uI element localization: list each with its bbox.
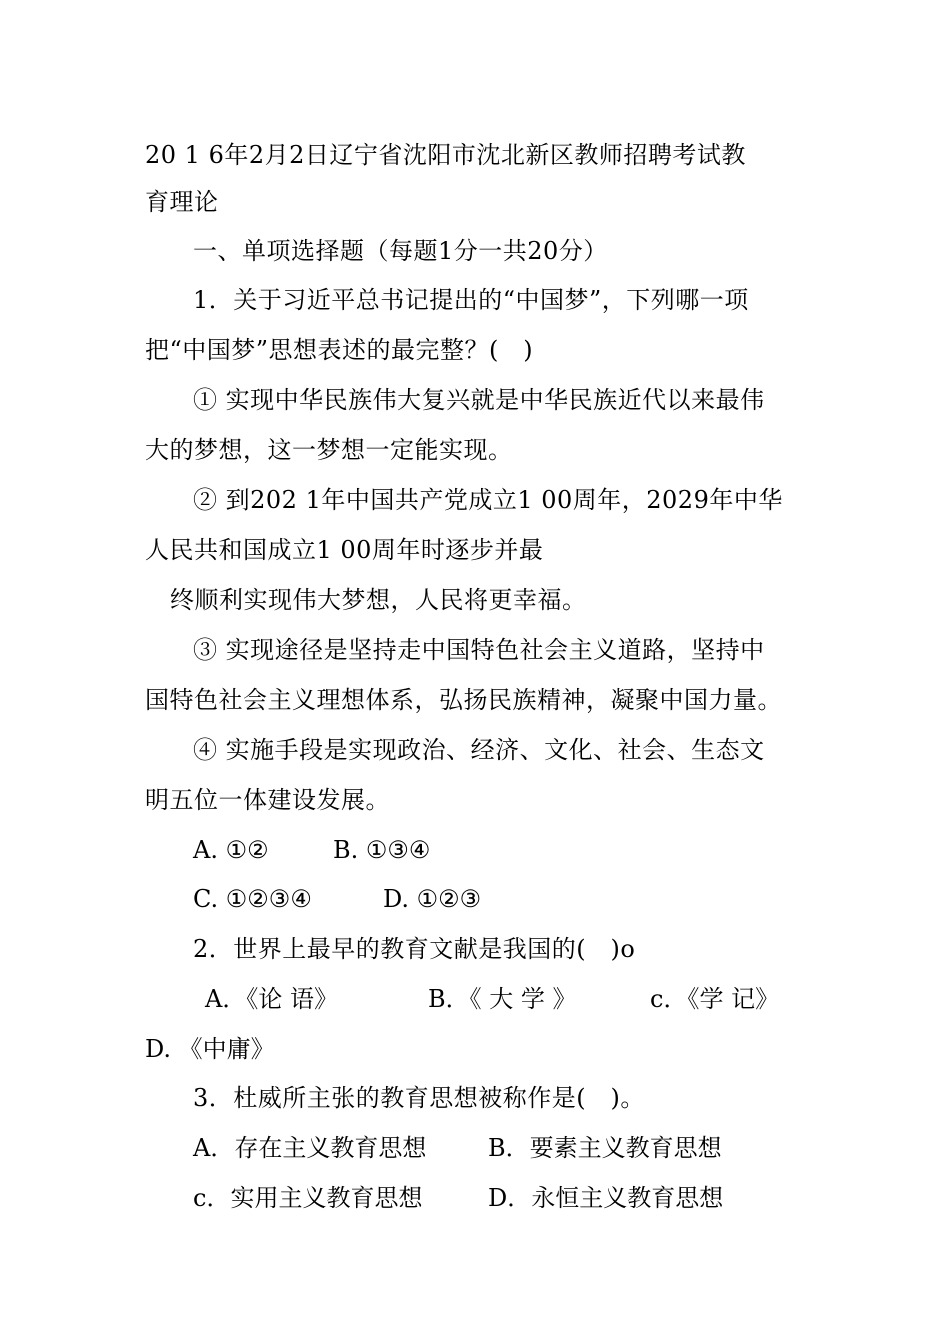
question-1-statement-2-line-2: 人民共和国成立1 00周年时逐步并最 xyxy=(145,536,544,564)
question-3-option-a: A．存在主义教育思想 xyxy=(193,1134,427,1162)
section-heading: 一、单项选择题（每题1分一共20分） xyxy=(193,237,608,265)
question-3-option-c: c．实用主义教育思想 xyxy=(193,1184,423,1212)
question-1-option-a: A. ①② xyxy=(193,836,269,864)
question-3-option-b: B．要素主义教育思想 xyxy=(488,1134,722,1162)
document-title-line-1: 20 1 6年2月2日辽宁省沈阳市沈北新区教师招聘考试教 xyxy=(145,141,746,169)
question-2-option-d: D. 《中庸》 xyxy=(145,1035,275,1063)
question-1-statement-1-line-2: 大的梦想，这一梦想一定能实现。 xyxy=(145,436,513,464)
document-title-line-2: 育理论 xyxy=(145,188,219,216)
question-1-statement-3-line-2: 国特色社会主义理想体系，弘扬民族精神，凝聚中国力量。 xyxy=(145,686,782,714)
question-1-statement-2-line-3: 终顺利实现伟大梦想，人民将更幸福。 xyxy=(170,586,587,614)
question-1-option-c: C. ①②③④ xyxy=(193,885,312,913)
question-1-option-d: D. ①②③ xyxy=(383,885,482,913)
question-1-statement-4-line-2: 明五位一体建设发展。 xyxy=(145,786,390,814)
question-1-stem-line-2: 把“中国梦”思想表述的最完整？( ) xyxy=(145,336,534,364)
question-1-statement-3-line-1: ③ 实现途径是坚持走中国特色社会主义道路，坚持中 xyxy=(193,636,765,664)
question-1-statement-2-line-1: ② 到202 1年中国共产党成立1 00周年，2029年中华 xyxy=(193,486,783,514)
question-1-statement-4-line-1: ④ 实施手段是实现政治、经济、文化、社会、生态文 xyxy=(193,736,765,764)
question-2-option-a: A．《论 语》 xyxy=(205,985,338,1013)
question-1-statement-1-line-1: ① 实现中华民族伟大复兴就是中华民族近代以来最伟 xyxy=(193,386,765,414)
question-2-option-b: B．《 大 学 》 xyxy=(428,985,577,1013)
question-1-option-b: B. ①③④ xyxy=(333,836,431,864)
question-1-stem-line-1: 1．关于习近平总书记提出的“中国梦”，下列哪一项 xyxy=(193,286,749,314)
question-3-stem: 3．杜威所主张的教育思想被称作是( )。 xyxy=(193,1084,645,1112)
question-3-option-d: D．永恒主义教育思想 xyxy=(488,1184,724,1212)
question-2-option-c: c．《学 记》 xyxy=(650,985,780,1013)
question-2-stem: 2．世界上最早的教育文献是我国的( )o xyxy=(193,935,636,963)
